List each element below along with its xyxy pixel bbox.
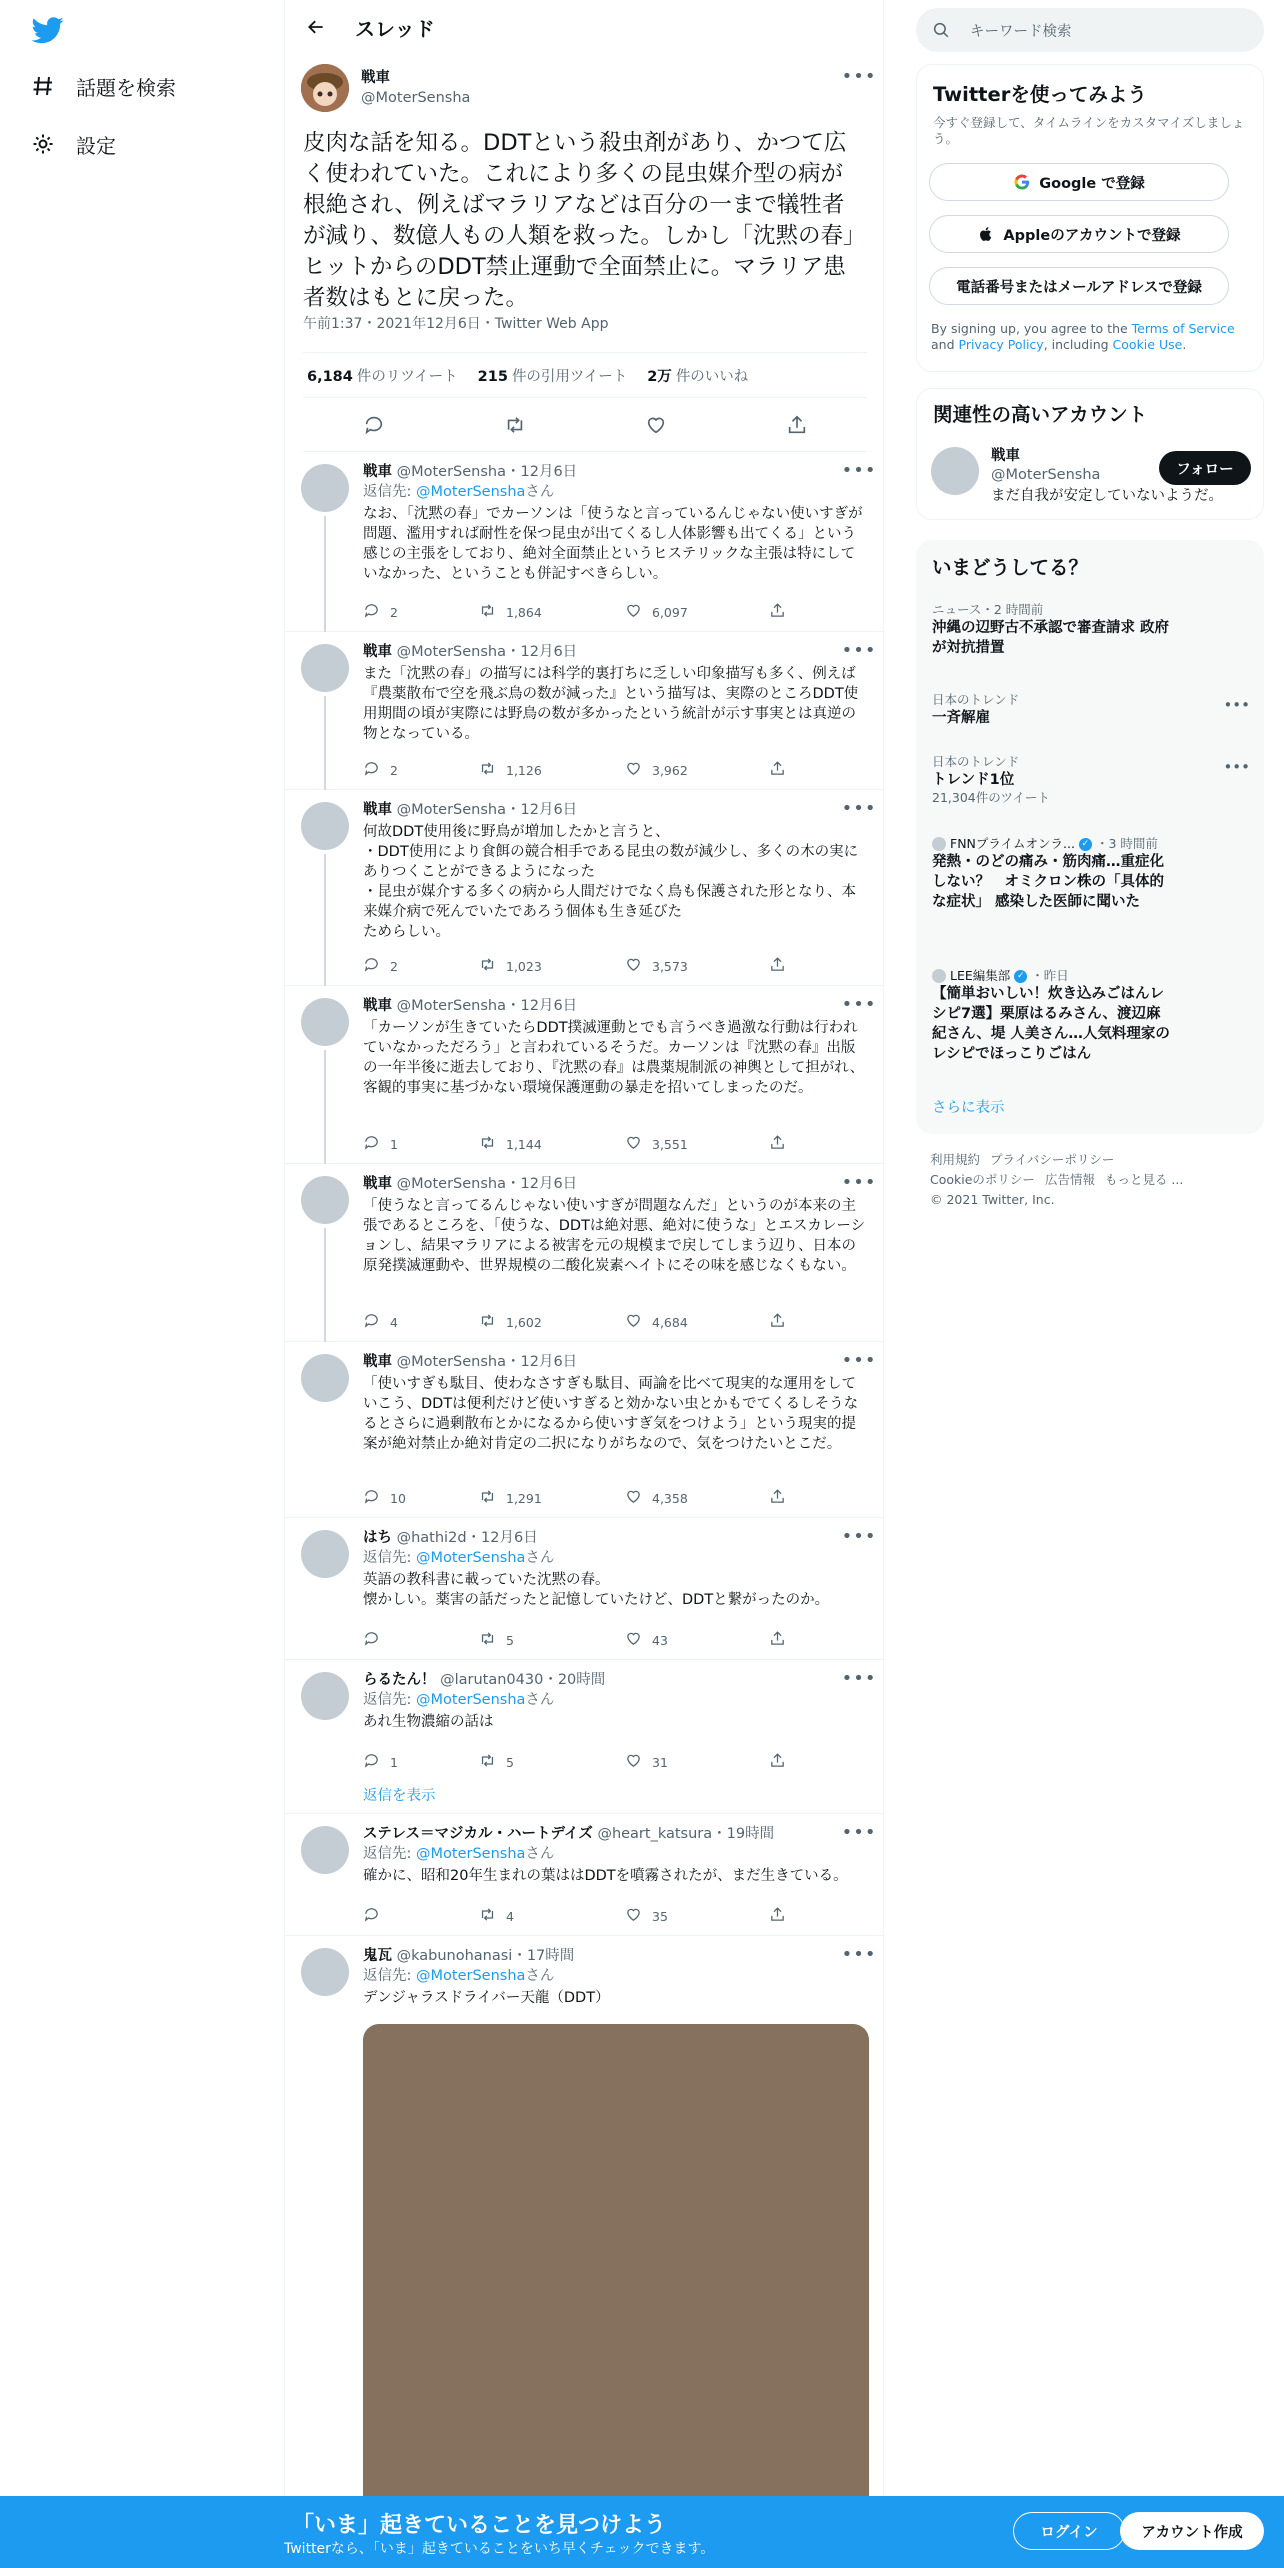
trend-category: ニュース・2 時間前	[932, 602, 1044, 617]
reply-count: 2	[390, 958, 398, 974]
like-icon	[625, 1752, 642, 1772]
banner-subtitle: Twitterなら、「いま」起きていることをいち早くチェックできます。	[284, 2541, 715, 2557]
reply-to-link[interactable]: @MoterSensha	[416, 1968, 526, 1984]
more-options-icon[interactable]: •••	[841, 1821, 877, 1843]
reply-button[interactable]	[363, 1630, 390, 1650]
create-account-button[interactable]: アカウント作成	[1120, 2512, 1264, 2550]
signup-terms: By signing up, you agree to the Terms of Service and Privacy Policy, including Cookie Use.	[931, 321, 1235, 352]
like-button[interactable]	[625, 760, 688, 780]
reply-count: 2	[390, 604, 398, 620]
like-button[interactable]	[625, 602, 688, 622]
like-count: 6,097	[652, 604, 688, 620]
reply-button[interactable]	[363, 1752, 398, 1772]
like-button[interactable]	[625, 1752, 668, 1772]
like-button[interactable]	[625, 1312, 688, 1332]
author-name[interactable]: 戦車	[363, 1176, 392, 1192]
reply-icon	[363, 956, 380, 976]
phone-signup-label: 電話番号またはメールアドレスで登録	[956, 279, 1202, 296]
related-accounts-card	[916, 388, 1264, 520]
apple-signup-label: Appleのアカウントで登録	[1003, 227, 1181, 244]
like-count: 3,962	[652, 762, 688, 778]
retweet-button[interactable]	[479, 1134, 542, 1154]
reply-button[interactable]	[363, 1488, 406, 1508]
reply-text: 「カーソンが生きていたらDDT撲滅運動とでも言うべき過激な行動は行われていなかっただろう」と言われているそうだ。カーソンは『沈黙の春』出版の一年半後に逝去しており、『沈黙の春』は農薬規制派の神輿として担がれ、客観的事実に基づかない環境保護運動の暴走を招いてしまったのだ。	[363, 1020, 865, 1096]
author-handle[interactable]: @larutan0430・20時間	[440, 1672, 606, 1688]
banner-title: 「いま」起きていることを見つけよう	[292, 2513, 667, 2538]
search-input[interactable]: キーワード検索	[970, 23, 1072, 40]
avatar[interactable]	[301, 1354, 349, 1402]
news-time: ・3 時間前	[1095, 836, 1158, 851]
signup-subtitle: 今すぐ登録して、タイムラインをカスタマイズしましょう。	[933, 115, 1245, 146]
share-button[interactable]	[769, 602, 786, 622]
avatar[interactable]	[301, 1672, 349, 1720]
footer-more[interactable]: もっと見る ...	[1104, 1172, 1184, 1187]
source-avatar	[932, 837, 946, 851]
share-icon	[769, 1906, 786, 1926]
share-icon[interactable]	[779, 407, 815, 443]
share-button[interactable]	[769, 1630, 786, 1650]
reply-count: 2	[390, 762, 398, 778]
reply-count: 1	[390, 1136, 398, 1152]
show-replies-link[interactable]: 返信を表示	[363, 1788, 436, 1804]
news-source: FNNプライムオンラ...	[950, 836, 1075, 851]
like-button[interactable]	[625, 1488, 688, 1508]
avatar[interactable]	[301, 802, 349, 850]
signup-banner	[0, 2496, 1284, 2568]
like-button[interactable]	[625, 956, 688, 976]
retweet-count: 5	[506, 1632, 514, 1648]
share-icon	[769, 1488, 786, 1508]
retweet-icon	[479, 956, 496, 976]
share-button[interactable]	[769, 956, 786, 976]
news-item[interactable]	[932, 968, 1250, 1064]
back-arrow-icon[interactable]	[299, 10, 333, 44]
reply-actions	[363, 1488, 783, 1508]
retweet-icon	[479, 602, 496, 622]
more-options-icon[interactable]: •••	[1223, 758, 1250, 776]
reply-count: 1	[390, 1754, 398, 1770]
nav-explore-label: 話題を検索	[76, 75, 176, 100]
google-signup-label: Google で登録	[1039, 175, 1145, 192]
share-icon	[769, 602, 786, 622]
retweet-icon	[479, 1906, 496, 1926]
avatar[interactable]	[301, 64, 349, 112]
reply-icon	[363, 1134, 380, 1154]
author-handle[interactable]: @kabunohanasi・17時間	[396, 1948, 575, 1964]
reply-button[interactable]	[363, 760, 398, 780]
reply-icon	[363, 1312, 380, 1332]
reply-actions	[363, 956, 783, 976]
author-name[interactable]: はち	[363, 1530, 392, 1546]
retweet-button[interactable]	[479, 1488, 542, 1508]
news-title: 【簡単おいしい！炊き込みごはんレシピ7選】栗原はるみさん、渡辺麻紀さん、堤 人美さん…人気料理家のレシピでほっこりごはん	[932, 986, 1170, 1062]
reply-button[interactable]	[363, 1312, 398, 1332]
reply-to-link[interactable]: @MoterSensha	[416, 1692, 526, 1708]
share-button[interactable]	[769, 1312, 786, 1332]
more-options-icon[interactable]: •••	[841, 1171, 877, 1193]
avatar[interactable]	[301, 998, 349, 1046]
retweet-button[interactable]	[479, 602, 542, 622]
like-icon	[625, 1906, 642, 1926]
twitter-logo-icon[interactable]	[32, 14, 64, 46]
avatar[interactable]	[301, 464, 349, 512]
reply-tweet[interactable]	[285, 632, 885, 790]
trend-item[interactable]	[932, 754, 1250, 806]
reply-tweet[interactable]	[285, 452, 885, 632]
share-icon	[769, 956, 786, 976]
page-title: スレッド	[355, 16, 435, 41]
reply-icon	[363, 760, 380, 780]
reply-button[interactable]	[363, 602, 398, 622]
more-options-icon[interactable]: •••	[841, 639, 877, 661]
phone-email-signup-button[interactable]	[929, 267, 1229, 305]
login-button[interactable]: ログイン	[1013, 2512, 1125, 2550]
reply-to-label: 返信先: @MoterSenshaさん	[363, 484, 555, 500]
footer-copyright: © 2021 Twitter, Inc.	[930, 1192, 1055, 1207]
share-button[interactable]	[769, 1488, 786, 1508]
reply-tweet[interactable]	[285, 1936, 885, 2568]
verified-badge-icon: ✓	[1014, 970, 1027, 983]
trends-card	[916, 540, 1264, 1134]
like-icon[interactable]	[638, 407, 674, 443]
retweet-icon	[479, 1488, 496, 1508]
author-name[interactable]: ステレス＝マジカル・ハートデイズ	[363, 1826, 593, 1842]
like-icon	[625, 760, 642, 780]
author-handle[interactable]: @MoterSensha・12月6日	[396, 802, 578, 818]
reply-button[interactable]	[363, 956, 398, 976]
trend-title: 一斉解雇	[932, 710, 990, 726]
like-icon	[625, 1488, 642, 1508]
share-icon	[769, 1312, 786, 1332]
more-options-icon[interactable]: •••	[841, 1525, 877, 1547]
retweet-count: 1,864	[506, 604, 542, 620]
reply-actions	[363, 1630, 783, 1650]
retweet-button[interactable]	[479, 760, 542, 780]
reply-tweet[interactable]	[285, 790, 885, 986]
reply-button[interactable]	[363, 1134, 398, 1154]
reply-actions	[363, 1134, 783, 1154]
author-name[interactable]: 戦車	[363, 802, 392, 818]
footer-privacy[interactable]: プライバシーポリシー	[990, 1152, 1115, 1167]
reply-actions	[363, 602, 783, 622]
footer-cookie[interactable]: Cookieのポリシー	[930, 1172, 1035, 1187]
retweet-icon[interactable]	[497, 407, 533, 443]
retweet-button[interactable]	[479, 1906, 514, 1926]
retweet-count: 1,144	[506, 1136, 542, 1152]
thread-line	[324, 516, 326, 632]
reply-to-link[interactable]: @MoterSensha	[416, 484, 526, 500]
share-button[interactable]	[769, 760, 786, 780]
like-icon	[625, 1630, 642, 1650]
reply-icon	[363, 1630, 380, 1650]
more-options-icon[interactable]: •••	[841, 1667, 877, 1689]
retweet-button[interactable]	[479, 1752, 514, 1772]
like-count: 35	[652, 1908, 668, 1924]
reply-to-link[interactable]: @MoterSensha	[416, 1846, 526, 1862]
share-icon	[769, 1752, 786, 1772]
like-count: 43	[652, 1632, 668, 1648]
like-icon	[625, 602, 642, 622]
reply-actions	[363, 1906, 783, 1926]
related-handle[interactable]: @MoterSensha	[991, 467, 1101, 483]
trend-category: 日本のトレンド	[932, 754, 1020, 769]
footer-links	[930, 1150, 1193, 1210]
like-button[interactable]	[625, 1630, 668, 1650]
retweet-button[interactable]	[479, 1630, 514, 1650]
tweet-actions	[303, 398, 867, 452]
show-more-link[interactable]: さらに表示	[932, 1100, 1005, 1116]
share-icon	[769, 760, 786, 780]
share-button[interactable]	[769, 1134, 786, 1154]
retweet-button[interactable]	[479, 1312, 542, 1332]
retweet-count: 1,291	[506, 1490, 542, 1506]
more-options-icon[interactable]: •••	[841, 459, 877, 481]
google-signup-button[interactable]	[929, 163, 1229, 201]
retweet-count: 1,023	[506, 958, 542, 974]
reply-count: 4	[390, 1314, 398, 1330]
news-item[interactable]	[932, 836, 1250, 912]
reply-text: なお、「沈黙の春」でカーソンは「使うなと言っているんじゃない使いすぎが問題、濫用すれば耐性を保つ昆虫が出てくるし人体影響も出てくる」という感じの主張をしており、絶対全面禁止というヒステリックな主張は特にしていなかった、ということも併記すべきらしい。	[363, 506, 863, 582]
like-count: 31	[652, 1754, 668, 1770]
tweet-stats	[303, 352, 867, 398]
trend-count: 21,304件のツイート	[932, 790, 1050, 805]
footer-terms[interactable]: 利用規約	[930, 1152, 981, 1167]
more-options-icon[interactable]: •••	[841, 1943, 877, 1965]
quote-count[interactable]: 215 件の引用ツイート	[477, 368, 628, 385]
terms-of-service-link[interactable]: Terms of Service	[1131, 321, 1235, 336]
reply-icon	[363, 1752, 380, 1772]
avatar[interactable]	[301, 644, 349, 692]
retweet-icon	[479, 1134, 496, 1154]
reply-text: 英語の教科書に載っていた沈黙の春。 懐かしい。薬害の話だったと記憶していたけど、DDTと繋がったのか。	[363, 1572, 830, 1608]
share-button[interactable]	[769, 1906, 786, 1926]
reply-icon	[363, 602, 380, 622]
trend-category: 日本のトレンド	[932, 692, 1020, 707]
like-button[interactable]	[625, 1906, 668, 1926]
author-name[interactable]: 戦車	[363, 998, 392, 1014]
trend-title: トレンド1位	[932, 772, 1015, 788]
thread-column	[284, 0, 884, 2568]
retweet-count: 5	[506, 1754, 514, 1770]
reply-text: デンジャラスドライバー天龍（DDT）	[363, 1990, 610, 2006]
verified-badge-icon: ✓	[1079, 838, 1092, 851]
thread-line	[324, 696, 326, 790]
related-bio: まだ自我が安定していないようだ。	[991, 488, 1223, 504]
retweet-icon	[479, 1752, 496, 1772]
reply-text: 何故DDT使用後に野鳥が増加したかと言うと、 ・DDT使用により食餌の競合相手である昆虫の数が減少し、多くの木の実にありつくことができるようになった ・昆虫が媒介する多くの病から人間だけでなく鳥も保護された形となり、本来媒介病で死んでいたであろう個体も生き延びた ためらしい。	[363, 824, 859, 940]
reply-icon[interactable]	[356, 407, 392, 443]
author-name[interactable]: 戦車	[363, 1354, 392, 1370]
trend-item[interactable]	[932, 692, 1250, 728]
news-title: 発熱・のどの痛み・筋肉痛…重症化しない？ オミクロン株の「具体的な症状」 感染した医師に聞いた	[932, 854, 1164, 910]
tweet-timestamp[interactable]: 午前1:37・2021年12月6日・Twitter Web App	[303, 316, 609, 332]
trend-title: 沖縄の辺野古不承認で審査請求 政府が対抗措置	[932, 620, 1170, 656]
author-name[interactable]: 鬼瓦	[363, 1948, 392, 1964]
reply-actions	[363, 1752, 783, 1772]
reply-text: 「使うなと言ってるんじゃない使いすぎが問題なんだ」というのが本来の主張であるところを、「使うな、DDTは絶対悪、絶対に使うな」とエスカレーションし、結果マラリアによる被害を元の規模まで戻してしまう辺り、日本の原発撲滅運動や、世界規模の二酸化炭素ヘイトにその味を感じなくもない。	[363, 1198, 866, 1274]
thread-header	[285, 0, 885, 54]
author-handle[interactable]: @MoterSensha・12月6日	[396, 644, 578, 660]
reply-text: 確かに、昭和20年生まれの葉ははDDTを噴霧されたが、まだ生きている。	[363, 1868, 848, 1884]
author-name[interactable]: 戦車	[361, 70, 390, 86]
reply-icon	[363, 1906, 380, 1926]
more-options-icon[interactable]: •••	[841, 1349, 877, 1371]
like-icon	[625, 1134, 642, 1154]
like-count: 3,551	[652, 1136, 688, 1152]
reply-to-label: 返信先: @MoterSenshaさん	[363, 1692, 555, 1708]
like-icon	[625, 956, 642, 976]
share-button[interactable]	[769, 1752, 786, 1772]
share-icon	[769, 1630, 786, 1650]
like-count: 4,358	[652, 1490, 688, 1506]
reply-to-label: 返信先: @MoterSenshaさん	[363, 1968, 555, 1984]
like-button[interactable]	[625, 1134, 688, 1154]
reply-text: 「使いすぎも駄目、使わなさすぎも駄目、両論を比べて現実的な運用をしていこう、DDTは便利だけど使いすぎると効かない虫とかもでてくるしそうなるとさらに過剰散布とかになるから使いすぎ気をつけよう」という現実的提案が絶対禁止か絶対肯定の二択になりがちなので、気をつけたいとこだ。	[363, 1376, 859, 1452]
reply-button[interactable]	[363, 1906, 390, 1926]
reply-actions	[363, 760, 783, 780]
reply-text: あれ生物濃縮の話は	[363, 1714, 494, 1730]
reply-tweet[interactable]	[285, 1518, 885, 1660]
reply-to-label: 返信先: @MoterSenshaさん	[363, 1550, 555, 1566]
signup-card	[916, 64, 1264, 372]
share-icon	[769, 1134, 786, 1154]
retweet-icon	[479, 1630, 496, 1650]
reply-count: 10	[390, 1490, 406, 1506]
reply-tweet[interactable]	[285, 986, 885, 1164]
like-count: 3,573	[652, 958, 688, 974]
related-name[interactable]: 戦車	[991, 448, 1020, 464]
hashtag-icon	[30, 73, 56, 99]
like-count[interactable]: 2万 件のいいね	[647, 368, 749, 385]
like-count: 4,684	[652, 1314, 688, 1330]
nav-explore[interactable]	[30, 64, 176, 108]
reply-tweet[interactable]	[285, 1660, 885, 1814]
author-name[interactable]: 戦車	[363, 644, 392, 660]
thread-line	[324, 1050, 326, 1164]
author-handle[interactable]: @MoterSensha・12月6日	[396, 1176, 578, 1192]
more-options-icon[interactable]: •••	[841, 65, 877, 87]
news-time: ・昨日	[1031, 968, 1069, 983]
more-options-icon[interactable]: •••	[1223, 696, 1250, 714]
privacy-policy-link[interactable]: Privacy Policy	[958, 337, 1044, 352]
avatar[interactable]	[301, 1948, 349, 1996]
source-avatar	[932, 969, 946, 983]
reply-tweet[interactable]	[285, 1814, 885, 1936]
media-image[interactable]	[363, 2024, 869, 2568]
trends-title: いまどうしてる？	[932, 556, 1089, 579]
like-icon	[625, 1312, 642, 1332]
apple-signup-button[interactable]	[929, 215, 1229, 253]
author-handle[interactable]: @heart_katsura・19時間	[597, 1826, 775, 1842]
retweet-count: 4	[506, 1908, 514, 1924]
follow-button[interactable]: フォロー	[1159, 451, 1251, 485]
reply-tweet[interactable]	[285, 1342, 885, 1518]
avatar[interactable]	[301, 1826, 349, 1874]
apple-icon	[977, 225, 995, 243]
main-tweet-text: 皮肉な話を知る。DDTという殺虫剤があり、かつて広く使われていた。これにより多くの昆虫媒介型の病が根絶され、例えばマラリアなどは百分の一まで犠牲者が減り、数億人もの人類を救った。しかし「沈黙の春」ヒットからのDDT禁止運動で全面禁止に。マラリア患者数はもとに戻った。	[303, 130, 855, 311]
retweet-icon	[479, 1312, 496, 1332]
footer-ads[interactable]: 広告情報	[1044, 1172, 1095, 1187]
author-handle[interactable]: @MoterSensha・12月6日	[396, 1354, 578, 1370]
trend-item[interactable]	[932, 602, 1250, 658]
thread-line	[324, 854, 326, 986]
reply-icon	[363, 1488, 380, 1508]
author-handle[interactable]: @MoterSensha・12月6日	[396, 998, 578, 1014]
avatar[interactable]	[301, 1530, 349, 1578]
avatar[interactable]	[301, 1176, 349, 1224]
google-icon	[1013, 173, 1031, 191]
author-handle[interactable]: @MoterSensha	[361, 90, 471, 106]
nav-settings-label: 設定	[76, 133, 116, 158]
author-name[interactable]: らるたん！	[363, 1672, 436, 1688]
more-options-icon[interactable]: •••	[841, 797, 877, 819]
reply-text: また「沈黙の春」の描写には科学的裏打ちに乏しい印象描写も多く、例えば『農薬散布で空を飛ぶ鳥の数が減った』という描写は、実際のところDDT使用期間の頃が実際には野鳥の数が多かったという統計が示す事実とは真逆の物となっている。	[363, 666, 859, 742]
retweet-count[interactable]: 6,184 件のリツイート	[307, 368, 458, 385]
news-source: LEE編集部	[950, 968, 1011, 983]
cookie-use-link[interactable]: Cookie Use	[1112, 337, 1183, 352]
reply-tweet[interactable]	[285, 1164, 885, 1342]
retweet-button[interactable]	[479, 956, 542, 976]
more-options-icon[interactable]: •••	[841, 993, 877, 1015]
retweet-count: 1,602	[506, 1314, 542, 1330]
author-name[interactable]: 戦車	[363, 464, 392, 480]
search-bar[interactable]	[916, 8, 1264, 52]
search-icon	[932, 20, 952, 40]
author-handle[interactable]: @hathi2d・12月6日	[396, 1530, 538, 1546]
reply-actions	[363, 1312, 783, 1332]
related-title: 関連性の高いアカウント	[933, 403, 1148, 426]
gear-icon	[30, 131, 56, 157]
retweet-icon	[479, 760, 496, 780]
signup-title: Twitterを使ってみよう	[933, 83, 1147, 106]
retweet-count: 1,126	[506, 762, 542, 778]
author-handle[interactable]: @MoterSensha・12月6日	[396, 464, 578, 480]
thread-line	[324, 1228, 326, 1342]
nav-settings[interactable]	[30, 122, 116, 166]
related-avatar[interactable]	[931, 447, 979, 495]
reply-to-link[interactable]: @MoterSensha	[416, 1550, 526, 1566]
reply-to-label: 返信先: @MoterSenshaさん	[363, 1846, 555, 1862]
